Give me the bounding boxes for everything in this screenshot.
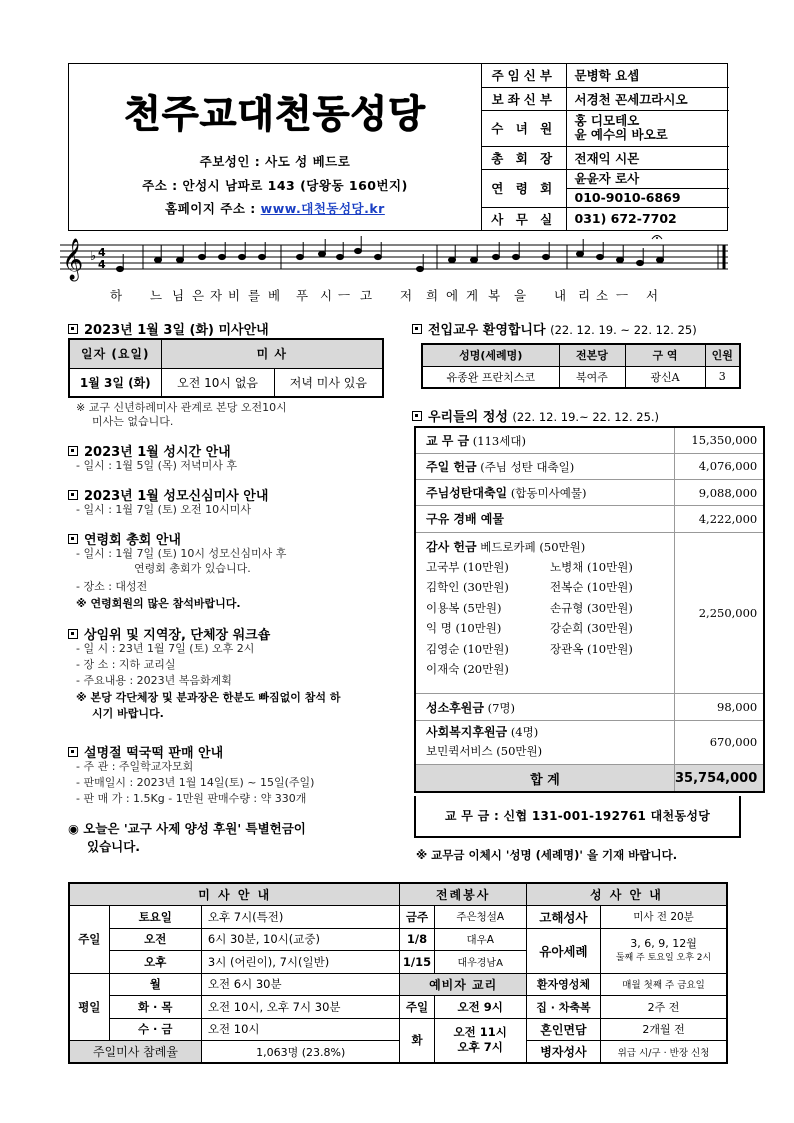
square-bullet-icon: [68, 629, 78, 639]
welfare-label: 사회복지후원금: [426, 725, 508, 740]
yeonryeong-title-text: 연령회 총회 안내: [84, 533, 181, 548]
lyric-syllable: ㅡ: [616, 288, 629, 303]
parishioner-parish: 북여주: [559, 366, 625, 388]
note-head-icon: [493, 254, 500, 259]
lyric-syllable: 복: [488, 288, 501, 303]
workshop-line5: 시기 바랍니다.: [92, 707, 164, 720]
lyric-syllable: 고: [360, 288, 373, 303]
mass-note-2: 미사는 없습니다.: [92, 415, 174, 428]
note-head-icon: [319, 251, 326, 256]
staff-role: 보좌신부: [482, 87, 566, 110]
note-head-icon: [513, 254, 520, 259]
parishioner-name: 유종완 프란치스코: [422, 366, 559, 388]
staff-name: 전재익 시몬: [566, 146, 729, 169]
catechism-sunday: 주일: [400, 996, 434, 1019]
hymn-notes: [117, 236, 664, 272]
staff-name: 문병학 요셉: [566, 64, 729, 87]
mon-time: 오전 6시 30분: [201, 973, 400, 996]
sacrament-time: 2개월 전: [601, 1018, 727, 1041]
yeonryeong-line1: - 일시 : 1월 7일 (토) 10시 성모신심미사 후: [76, 547, 287, 560]
total-amount: 35,754,000: [675, 765, 765, 792]
lyric-syllable: 비: [228, 288, 241, 303]
note-head-icon: [597, 254, 604, 259]
staff-name: 서경천 꼰세끄라시오: [566, 87, 729, 110]
mass-notice-title: [68, 319, 269, 338]
thanks-amount: 2,250,000: [675, 532, 765, 694]
altar-week: 금주: [400, 906, 434, 929]
yeonryeong-name: 윤윤자 로사: [567, 170, 730, 189]
altar-team: 대우A: [434, 928, 526, 951]
staff-name: [566, 169, 729, 207]
note-head-icon: [637, 260, 644, 265]
thanks-donor: 김학인 (30만원): [426, 580, 509, 595]
note-head-icon: [577, 251, 584, 256]
mon-label: 월: [109, 973, 201, 996]
square-bullet-icon: [412, 324, 422, 334]
thanks-names: [426, 557, 674, 680]
vocation-row: [415, 694, 675, 720]
sacrament-name: 환자영성체: [526, 973, 600, 996]
sat-time: 오후 7시(특전): [201, 906, 400, 929]
square-bullet-icon: [68, 490, 78, 500]
treble-clef-icon: 𝄞: [62, 239, 84, 280]
staff-role: 총 회 장: [482, 146, 566, 169]
catechism-tuesday-time: [434, 1018, 526, 1063]
sacrament-header: 성 사 안 내: [526, 883, 727, 906]
sun-am-label: 오전: [109, 928, 201, 951]
bank-note: ※ 교무금 이체시 '성명 (세례명)' 을 기재 바랍니다.: [416, 848, 678, 862]
yeonryeong-phone: 010-9010-6869: [574, 189, 681, 205]
staff-role: 주임신부: [482, 64, 566, 87]
marian-mass-line: - 일시 : 1월 7일 (토) 오전 10시미사: [76, 503, 251, 516]
col-name: 성명(세례명): [422, 344, 559, 366]
special-collection: [68, 820, 306, 856]
thanks-donor: [550, 659, 674, 680]
col-mass: 미 사: [161, 339, 383, 368]
parishioner-district: 광신A: [625, 366, 705, 388]
rice-cake-line3: - 판 매 가 : 1.5Kg - 1만원 판매수량 : 약 330개: [76, 792, 307, 805]
baptism-day: 둘째 주 토요일 오후 2시: [615, 952, 712, 963]
time-sig-bottom-icon: 4: [98, 258, 106, 271]
altar-team: 주은청설A: [434, 906, 526, 929]
holy-hour-line: - 일시 : 1월 5일 (목) 저녁미사 후: [76, 459, 237, 472]
patron-saint: 주보성인 : 사도 성 베드로: [199, 154, 351, 169]
new-parishioner-title-text: 전입교우 환영합니다: [428, 323, 546, 338]
sacrament-time: 2주 전: [601, 996, 727, 1019]
altar-team: 대우경남A: [434, 951, 526, 974]
sacrament-name: 유아세례: [526, 928, 600, 973]
church-name: 천주교대천동성당: [124, 92, 426, 136]
offering-label: 주일 헌금: [426, 459, 477, 474]
altar-header: 전례봉사: [400, 883, 526, 906]
homepage-label: 홈페이지 주소 :: [165, 201, 261, 216]
lyric-syllable: 리: [578, 288, 591, 303]
offering-title-text: 우리들의 정성: [428, 410, 508, 425]
lyric-syllable: 에: [446, 288, 459, 303]
thanks-donor: 이재숙 (20만원): [426, 662, 509, 677]
lyric-syllable: 베: [268, 288, 281, 303]
square-bullet-icon: [68, 747, 78, 757]
lyric-syllable: ㅡ: [338, 288, 351, 303]
note-head-icon: [449, 257, 456, 262]
offering-row: [415, 427, 675, 453]
homepage: [69, 199, 481, 217]
sister-name-1: 홍 디모테오: [574, 113, 640, 128]
staff-name: [566, 110, 729, 146]
thanks-donor: 김영순 (10만원): [426, 641, 509, 656]
note-head-icon: [177, 257, 184, 262]
bank-account: 교 무 금 : 신협 131-001-192761 대천동성당: [414, 796, 741, 838]
welfare-note: (4명): [510, 725, 539, 740]
col-parish: 전본당: [559, 344, 625, 366]
note-head-icon: [337, 254, 344, 259]
welfare-line2: 보민퀵서비스 (50만원): [426, 744, 543, 759]
sun-pm-time: 3시 (어린이), 7시(일반): [201, 951, 400, 974]
yeonryeong-line2: 연령회 총회가 있습니다.: [134, 562, 251, 575]
offering-title: [412, 406, 659, 425]
thanks-donor: 고국부 (10만원): [426, 559, 509, 574]
offering-amount: 4,222,000: [675, 506, 765, 532]
sunday-label: 주일: [69, 906, 109, 974]
note-head-icon: [199, 254, 206, 259]
sacrament-name: 집 · 차축복: [526, 996, 600, 1019]
lyric-syllable: 저: [400, 288, 413, 303]
mass-notice-title-text: 2023년 1월 3일 (화) 미사안내: [84, 323, 269, 338]
workshop-line4: ※ 본당 각단체장 및 분과장은 한분도 빠짐없이 참석 하: [76, 691, 341, 704]
welfare-row: [415, 720, 675, 764]
wed-fri-label: 수 · 금: [109, 1018, 201, 1041]
schedule-table: [68, 882, 728, 1064]
workshop-title-text: 상임위 및 지역장, 단체장 워크숍: [84, 628, 271, 643]
square-bullet-icon: [68, 324, 78, 334]
holy-hour-title: [68, 441, 231, 460]
note-head-icon: [617, 257, 624, 262]
lyric-syllable: 서: [646, 288, 659, 303]
lyric-syllable: 시: [320, 288, 333, 303]
staff-role: 수 녀 원: [482, 110, 566, 146]
weekday-label: 평일: [69, 973, 109, 1041]
col-count: 인원: [705, 344, 740, 366]
sacrament-name: 고해성사: [526, 906, 600, 929]
lyric-syllable: 을: [514, 288, 527, 303]
thanks-label: 감사 헌금: [426, 539, 477, 554]
workshop-line2: - 장 소 : 지하 교리실: [76, 658, 176, 671]
mass-schedule-header: 미 사 안 내: [69, 883, 400, 906]
sister-name-2: 윤 예수의 바오로: [574, 127, 668, 142]
rice-cake-title: [68, 742, 223, 761]
attendance-label: 주일미사 참례율: [69, 1041, 201, 1064]
staff-role: 연 령 회: [482, 169, 566, 207]
sacrament-time: [601, 928, 727, 973]
lyric-syllable: 은: [192, 288, 205, 303]
lyric-syllable: 희: [426, 288, 439, 303]
holy-hour-title-text: 2023년 1월 성시간 안내: [84, 445, 231, 460]
thanks-donor: 전복순 (10만원): [550, 580, 633, 595]
rice-cake-line1: - 주 관 : 주일학교자모회: [76, 760, 194, 773]
hymn-music-staff: [60, 233, 728, 285]
note-head-icon: [543, 254, 550, 259]
offering-note: (주님 성탄 대축일): [480, 459, 575, 474]
lyric-syllable: 하: [110, 288, 123, 303]
altar-week: 1/8: [400, 928, 434, 951]
sacrament-name: 혼인면담: [526, 1018, 600, 1041]
lyric-syllable: 게: [466, 288, 479, 303]
workshop-title: [68, 624, 270, 643]
church-address: 주소 : 안성시 남파로 143 (당왕동 160번지): [142, 178, 408, 193]
vocation-amount: 98,000: [675, 694, 765, 720]
thanks-donor: 익 명 (10만원): [426, 621, 502, 636]
new-parishioner-title: [412, 319, 697, 338]
note-head-icon: [259, 254, 266, 259]
total-label: 합 계: [415, 765, 675, 792]
note-head-icon: [375, 254, 382, 259]
thanks-donor: 강순희 (30만원): [550, 621, 633, 636]
sacrament-time: 미사 전 20분: [601, 906, 727, 929]
square-bullet-icon: [68, 534, 78, 544]
thanks-donor: 노병채 (10만원): [550, 559, 633, 574]
thanks-first: 베드로카페 (50만원): [480, 539, 586, 554]
offering-period: (22. 12. 19.~ 22. 12. 25.): [512, 410, 660, 424]
lyric-syllable: 자: [210, 288, 223, 303]
header-left: [69, 64, 481, 230]
square-bullet-icon: [412, 411, 422, 421]
note-head-icon: [155, 257, 162, 262]
note-head-icon: [239, 254, 246, 259]
mass-note-1: ※ 교구 신년하례미사 관계로 본당 오전10시: [76, 401, 287, 414]
offering-note: (113세대): [472, 433, 526, 448]
offering-row: [415, 453, 675, 479]
altar-week: 1/15: [400, 951, 434, 974]
offering-amount: 4,076,000: [675, 453, 765, 479]
lyric-syllable: 소: [596, 288, 609, 303]
sacrament-time: 매월 첫째 주 금요일: [601, 973, 727, 996]
thanks-donor: 손규형 (30만원): [550, 600, 633, 615]
sacrament-name: 병자성사: [526, 1041, 600, 1064]
col-date: 일자 (요일): [69, 339, 161, 368]
parishioner-count: 3: [705, 366, 740, 388]
thanks-donor: 장관옥 (10만원): [550, 641, 633, 656]
wed-fri-time: 오전 10시: [201, 1018, 400, 1041]
marian-mass-title-text: 2023년 1월 성모신심미사 안내: [84, 489, 269, 504]
attendance-value: 1,063명 (23.8%): [201, 1041, 400, 1064]
tue-thu-label: 화 · 목: [109, 996, 201, 1019]
rice-cake-line2: - 판매일시 : 2023년 1월 14일(토) ~ 15일(주일): [76, 776, 315, 789]
sun-am-time: 6시 30분, 10시(교중): [201, 928, 400, 951]
note-head-icon: [219, 254, 226, 259]
catechism-tuesday: 화: [400, 1018, 434, 1063]
time-sig-top-icon: 4: [98, 246, 106, 259]
marian-mass-title: [68, 485, 268, 504]
yeonryeong-line3: - 장소 : 대성전: [76, 580, 148, 593]
sun-pm-label: 오후: [109, 951, 201, 974]
square-bullet-icon: [68, 446, 78, 456]
note-head-icon: [117, 266, 124, 271]
catechism-sunday-time: 오전 9시: [434, 996, 526, 1019]
note-head-icon: [471, 257, 478, 262]
workshop-line1: - 일 시 : 23년 1월 7일 (토) 오후 2시: [76, 642, 255, 655]
staff-role: 사 무 실: [482, 207, 566, 230]
special-line2: 있습니다.: [87, 839, 141, 854]
new-parishioner-period: (22. 12. 19. ~ 22. 12. 25): [550, 323, 697, 337]
offering-amount: 9,088,000: [675, 480, 765, 506]
bulletin-header: [68, 63, 728, 231]
special-line1: ◉ 오늘은 '교구 사제 양성 후원' 특별헌금이: [68, 821, 306, 836]
offering-row: [415, 506, 675, 532]
workshop-line3: - 주요내용 : 2023년 복음화계획: [76, 674, 232, 687]
offering-table: [414, 426, 765, 793]
catechism-tue-am: 오전 11시: [453, 1025, 507, 1040]
catechism-tue-pm: 오후 7시: [457, 1040, 503, 1055]
lyric-syllable: 를: [248, 288, 261, 303]
sat-label: 토요일: [109, 906, 201, 929]
mass-morning: 오전 10시 없음: [161, 368, 274, 397]
lyric-syllable: 님: [172, 288, 185, 303]
office-phone: 031) 672-7702: [566, 207, 729, 230]
offering-label: 교 무 금: [426, 433, 470, 448]
col-district: 구 역: [625, 344, 705, 366]
catechism-header: 예비자 교리: [400, 973, 526, 996]
lyric-syllable: 느: [150, 288, 163, 303]
homepage-link[interactable]: www.대천동성당.kr: [260, 201, 385, 216]
offering-label: 주님성탄대축일: [426, 486, 508, 501]
thanks-donor: 이용복 (5만원): [426, 600, 502, 615]
lyric-syllable: 내: [554, 288, 567, 303]
offering-label: 구유 경배 예물: [426, 512, 504, 527]
note-head-icon: [657, 257, 664, 262]
vocation-note: (7명): [487, 700, 516, 715]
baptism-months: 3, 6, 9, 12월: [630, 936, 697, 950]
note-head-icon: [417, 266, 424, 271]
tue-thu-time: 오전 10시, 오후 7시 30분: [201, 996, 400, 1019]
welfare-amount: 670,000: [675, 720, 765, 764]
mass-notice-table: [68, 338, 384, 398]
offering-note: (합동미사예물): [510, 486, 587, 501]
thanks-offering-cell: [415, 532, 675, 694]
mass-date: 1월 3일 (화): [69, 368, 161, 397]
sacrament-time: 위급 시/구 · 반장 신청: [601, 1041, 727, 1064]
offering-amount: 15,350,000: [675, 427, 765, 453]
new-parishioner-table: [421, 343, 741, 389]
yeonryeong-title: [68, 529, 181, 548]
offering-row: [415, 480, 675, 506]
staff-table: [481, 64, 729, 230]
note-head-icon: [297, 254, 304, 259]
vocation-label: 성소후원금: [426, 700, 484, 715]
note-head-icon: [355, 248, 362, 253]
lyric-syllable: 푸: [296, 288, 309, 303]
yeonryeong-line4: ※ 연령회원의 많은 참석바랍니다.: [76, 597, 241, 610]
mass-evening: 저녁 미사 있음: [274, 368, 383, 397]
rice-cake-title-text: 설명절 떡국떡 판매 안내: [84, 746, 224, 761]
flat-icon: ♭: [90, 249, 97, 264]
